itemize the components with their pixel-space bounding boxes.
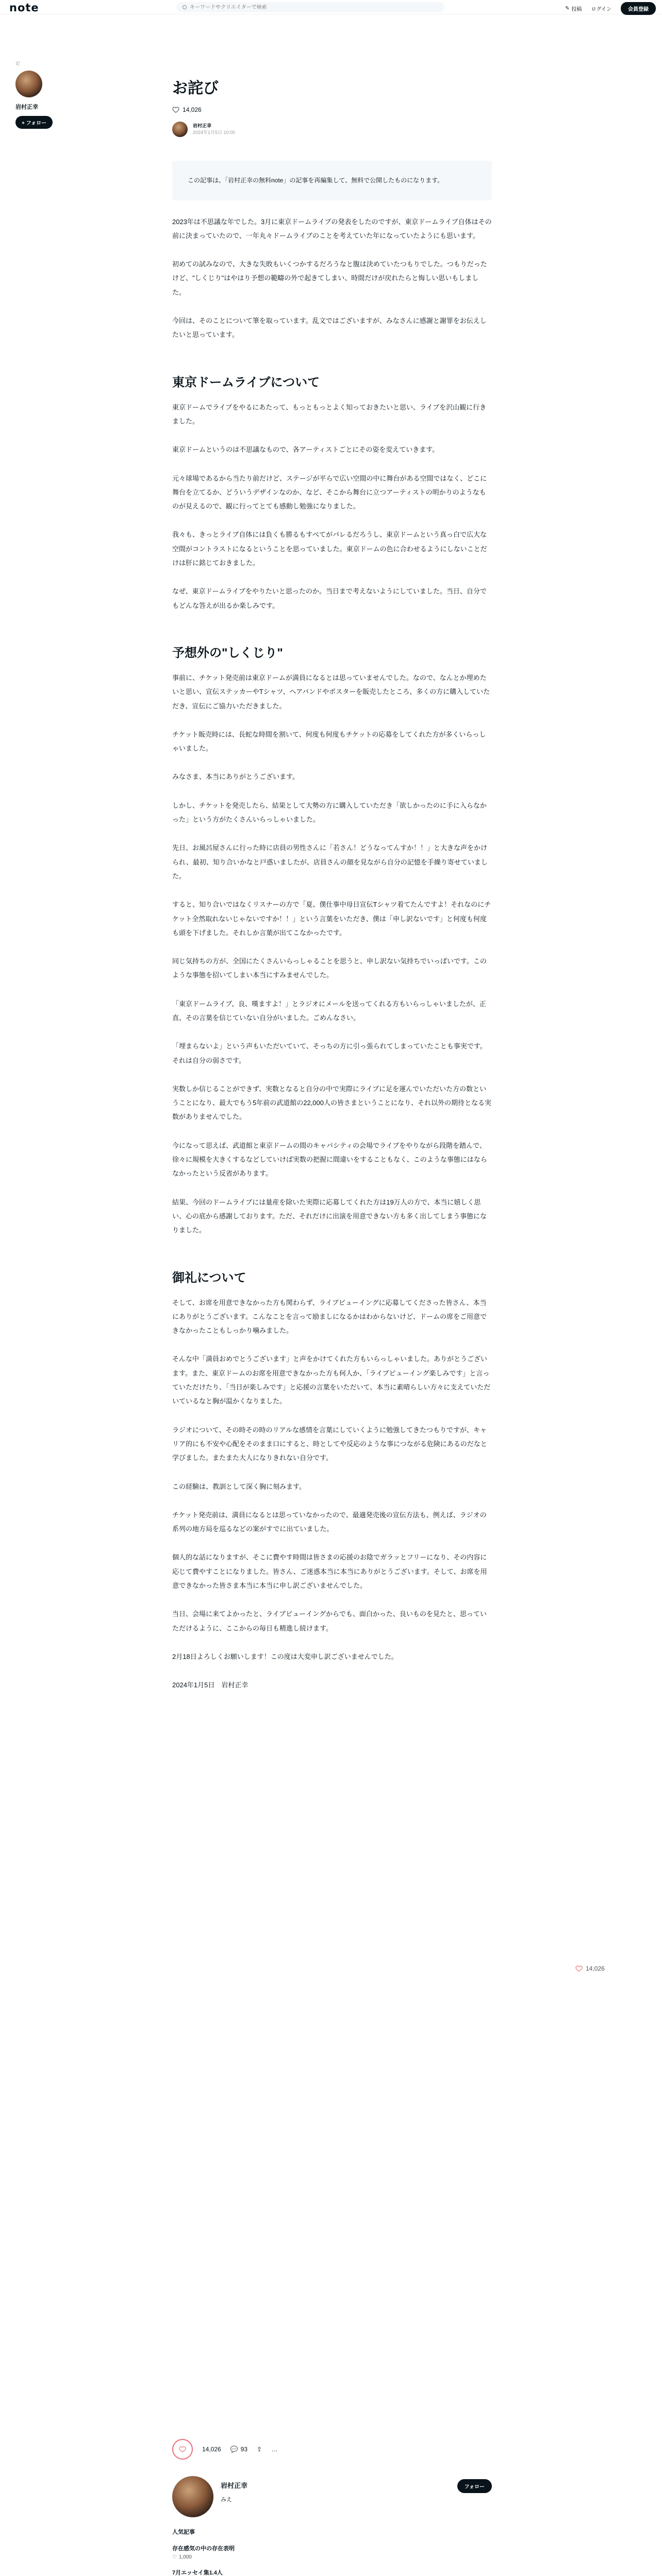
creator-follow-button[interactable]: フォロー bbox=[457, 2479, 492, 2493]
section-heading: 予想外の"しくじり" bbox=[172, 646, 283, 660]
heart-icon: ♡ bbox=[172, 2554, 177, 2560]
creator-name[interactable]: 岩村正幸 bbox=[221, 2482, 248, 2489]
paragraph: 事前に、チケット発売前は東京ドームが満員になるとは思っていませんでした。なので、なんとか埋めたいと思い、宣伝ステッカーやTシャツ、ヘアバンドやポスターを販売したところ、多くの方に購入していただき、宣伝にご協力いただきました。 bbox=[172, 673, 490, 710]
like-count: 14,026 bbox=[183, 106, 202, 113]
note-logo[interactable]: note bbox=[9, 2, 39, 14]
author-row bbox=[172, 122, 492, 137]
sidebar-author-name[interactable]: 岩村正幸 bbox=[15, 104, 38, 110]
list-item[interactable] bbox=[172, 2544, 492, 2560]
sidebar-follow-button[interactable] bbox=[15, 116, 53, 129]
signup-button[interactable]: 会員登録 bbox=[621, 2, 656, 15]
paragraph: 初めての試みなので、大きな失敗もいくつかするだろうなと腹は決めていたつもりでした。つもりだったけど、"しくじり"はやはり予想の範疇の外で起きてしまい、時間だけが戻れたらと悔しい思いもしました。 bbox=[172, 260, 487, 296]
paragraph: なぜ、東京ドームライブをやりたいと思ったのか。当日まで考えないようにしていました。当日、自分でもどんな答えが出るか楽しみです。 bbox=[172, 587, 487, 609]
paragraph: 「東京ドームライブ、良、嘆ますよ！」とラジオにメールを送ってくれる方もいらっしゃいましたが、正直、その言葉を信じていない自分がいました。ごめんなさい。 bbox=[172, 999, 486, 1022]
creator-sub: みえ bbox=[221, 2497, 232, 2503]
post-label: 投稿 bbox=[571, 7, 582, 12]
comment-icon: 💬 bbox=[230, 2446, 238, 2453]
paragraph: 東京ドームというのは不思議なもので、各アーティストごとにその姿を変えていきます。 bbox=[172, 446, 439, 454]
avatar[interactable] bbox=[15, 71, 42, 97]
title-like-row[interactable] bbox=[172, 106, 492, 113]
like-count: 14,026 bbox=[202, 2446, 221, 2453]
paragraph: 同じ気持ちの方が、全国にたくさんいらっしゃることを思うと、申し訳ない気持ちでいっぱいです。このような事態を招いてしまい本当にすみませんでした。 bbox=[172, 957, 487, 979]
comment-button[interactable] bbox=[230, 2446, 247, 2453]
comment-count: 93 bbox=[240, 2446, 248, 2453]
creator-card bbox=[172, 2476, 492, 2576]
section-heading: 東京ドームライブについて bbox=[172, 375, 320, 389]
login-button[interactable]: ログイン bbox=[591, 7, 611, 12]
floating-like-button[interactable] bbox=[575, 1965, 605, 1972]
paragraph: すると、知り合いではなくリスナーの方で「夏、僕仕事中母日宣伝Tシャツ着てたんですよ！それなのにチケット全然取れないじゃないですか！！」という言葉をいただき、僕は「申し訳ないです」と何度も何度も頭を下げました。それしか言葉が出てこなかったです。 bbox=[172, 901, 491, 937]
search-bar[interactable] bbox=[176, 2, 444, 12]
author-name[interactable]: 岩村正幸 bbox=[193, 123, 212, 129]
paragraph: 当日、会場に来てよかったと、ライブビューイングからでも、面白かった、良いものを見たと、思っていただけるように、ここからの毎日も精進し続けます。 bbox=[172, 1610, 487, 1632]
magazine-count: 1,000 bbox=[178, 2554, 192, 2560]
add-user-icon: + bbox=[22, 121, 25, 126]
heart-icon bbox=[172, 106, 179, 113]
header-actions bbox=[565, 2, 656, 15]
floating-like-count: 14,026 bbox=[586, 1965, 605, 1972]
like-button[interactable] bbox=[172, 2439, 193, 2460]
sidebar-author bbox=[15, 60, 67, 129]
paragraph: 2月18日よろしくお願いします！この度は大変申し訳ございませんでした。 bbox=[172, 1652, 398, 1660]
share-button[interactable] bbox=[257, 2446, 262, 2453]
paragraph: 今になって思えば、武道館と東京ドームの間のキャパシティの会場でライブをやりながら段階を踏んで、徐々に規模を大きくするなどしていけば実数の把握に間違いをすることもなく、このような事態にはならなかったという反省があります。 bbox=[172, 1141, 487, 1178]
paragraph: 2023年は不思議な年でした。3月に東京ドームライブの発表をしたのですが、東京ドームライブ自体はその前に決まっていたので、一年丸々ドームライブのことを考えていた年になっていたようにも思います。 bbox=[172, 217, 492, 240]
magazine-title: 7月エッセイ集1.4人 bbox=[172, 2570, 223, 2576]
paragraph: 「埋まらないよ」という声もいただいていて、そっちの方に引っ張られてしまっていたことも事実です。それは自分の弱さです。 bbox=[172, 1042, 487, 1064]
paragraph: 今回は、そのことについて筆を取っています。乱文ではございますが、みなさんに感謝と謝罪をお伝えしたいと思っています。 bbox=[172, 317, 487, 339]
more-icon: … bbox=[271, 2446, 278, 2453]
paragraph: そんな中「満員おめでとうございます」と声をかけてくれた方もいらっしゃいました。ありがとうございます。また、東京ドームのお席を用意できなかった方も何人か、「ライブビューイング楽しみです」と言っていただけたり、「当日が楽しみです」と応援の言葉をいただいて、本当に素晴らしい方々に支えていただいているなと胸が温かくなりました。 bbox=[172, 1355, 491, 1405]
share-icon: ⇪ bbox=[257, 2446, 262, 2453]
notice-box: この記事は、「岩村正幸の無料note」の記事を再編集して、無料で公開したものになります。 bbox=[172, 161, 492, 200]
paragraph: 先日、お風呂屋さんに行った時に店員の男性さんに「若さん！どうなってんすか！！」と大きな声をかけられ、最初、知り合いかなと戸惑いましたが、店員さんの顔を見ながら自分の記憶を手繰り寄せていました。 bbox=[172, 844, 488, 880]
post-button[interactable] bbox=[565, 5, 582, 12]
top-header bbox=[0, 0, 662, 14]
paragraph: チケット販売時には、長蛇な時間を割いて、何度も何度もチケットの応募をしてくれた方が多くいらっしゃいました。 bbox=[172, 730, 486, 753]
section-heading: 御礼について bbox=[172, 1270, 246, 1285]
heart-icon bbox=[575, 1965, 583, 1972]
signoff: 2024年1月5日 岩村正幸 bbox=[172, 1681, 249, 1689]
paragraph: 結果、今回のドームライブには量産を除いた実際に応募してくれた方は19万人の方で、本当に嬉しく思い、心の底から感謝しております。ただ、それだけに出演を用意できない方も多く出してしまう事態になりました。 bbox=[172, 1198, 487, 1234]
paragraph: 我々も、きっとライブ自体には負くも勝るもすべてがバレるだろうし、東京ドームという真っ白で広大な空間がコントラストになるということを思っていました。東京ドームの色に合わせるようにしないことだけは肝に銘じておきました。 bbox=[172, 531, 487, 567]
paragraph: しかし、チケットを発売したら、結果として大勢の方に購入していただき「欲しかったのに手に入らなかった」という方がたくさんいらっしゃいました。 bbox=[172, 801, 487, 824]
paragraph: ラジオについて、その時その時のリアルな感情を言葉にしていくように勉強してきたつもりですが、キャリア的にも不安や心配をそのまま口にすると、時としてや反応のような事につながる危険にあるのだなと学びました。またまた大人になりきれない自分です。 bbox=[172, 1426, 487, 1462]
list-item[interactable] bbox=[172, 2568, 492, 2576]
article bbox=[172, 75, 492, 1692]
publish-date: 2024年1月5日 10:00 bbox=[193, 130, 236, 135]
avatar[interactable] bbox=[172, 122, 188, 137]
paragraph: みなさま、本当にありがとうございます。 bbox=[172, 773, 299, 781]
heart-icon bbox=[179, 2446, 186, 2453]
magazine-title: 存在感気の中の存在表明 bbox=[172, 2546, 235, 2552]
pen-icon: ✎ bbox=[565, 6, 570, 11]
article-action-bar bbox=[172, 2439, 492, 2460]
paragraph: 元々球場であるから当たり前だけど、ステージが平らで広い空間の中に舞台がある空間ではなく、どこに舞台を立てるか、どういうデザインなのか、など、そこから舞台に立つアーティストの明かりのようなものが見えるので、観に行ってとても感動し勉強になりました。 bbox=[172, 474, 487, 511]
paragraph: チケット発売前は、満員になるとは思っていなかったので、最適発売後の宣伝方法も、例えば、ラジオの系列の地方局を巡るなどの案がすでに出ていました。 bbox=[172, 1511, 487, 1533]
paragraph: 実数しか信じることができず、実数となると自分の中で実際にライブに足を運んでいただいた方の数ということになり、最大でもう5年前の武道館の22,000人の皆さまということになり、それ以外の期待となる実数がありませんでした。 bbox=[172, 1084, 491, 1121]
paragraph: そして、お席を用意できなかった方も関わらず、ライブビューイングに応募してくださった皆さん、本当にありがとうございます。こんなことを言って励ましになるかはわからないけど、ドームの席をご用意できなかったこともしっかり噛みました。 bbox=[172, 1298, 487, 1335]
paragraph: 個人的な話になりますが、そこに費やす時間は皆さまの応援のお陰でガラッとフリーになり、その内容に応じて費やすことになりました。皆さん、ご迷惑本当に本当にありがとうございます。そして、お席を用意できなかった皆さま本当に本当に申し訳ございませんでした。 bbox=[172, 1553, 487, 1589]
paragraph: 東京ドームでライブをやるにあたって、もっともっとよく知っておきたいと思い、ライブを沢山観に行きました。 bbox=[172, 403, 487, 425]
search-icon bbox=[183, 5, 187, 9]
page-title: お詫び bbox=[172, 80, 219, 97]
magazine-list bbox=[172, 2528, 492, 2576]
follow-label: フォロー bbox=[26, 121, 47, 126]
article-body bbox=[172, 215, 492, 1692]
paragraph: この経験は、教訓として深く胸に刻みます。 bbox=[172, 1482, 306, 1490]
sidebar-label: 記 bbox=[15, 61, 21, 66]
avatar[interactable] bbox=[172, 2476, 213, 2517]
magazine-title: 人気記事 bbox=[172, 2529, 195, 2535]
more-button[interactable] bbox=[271, 2446, 277, 2453]
search-input[interactable] bbox=[190, 5, 427, 10]
list-item[interactable] bbox=[172, 2528, 492, 2536]
